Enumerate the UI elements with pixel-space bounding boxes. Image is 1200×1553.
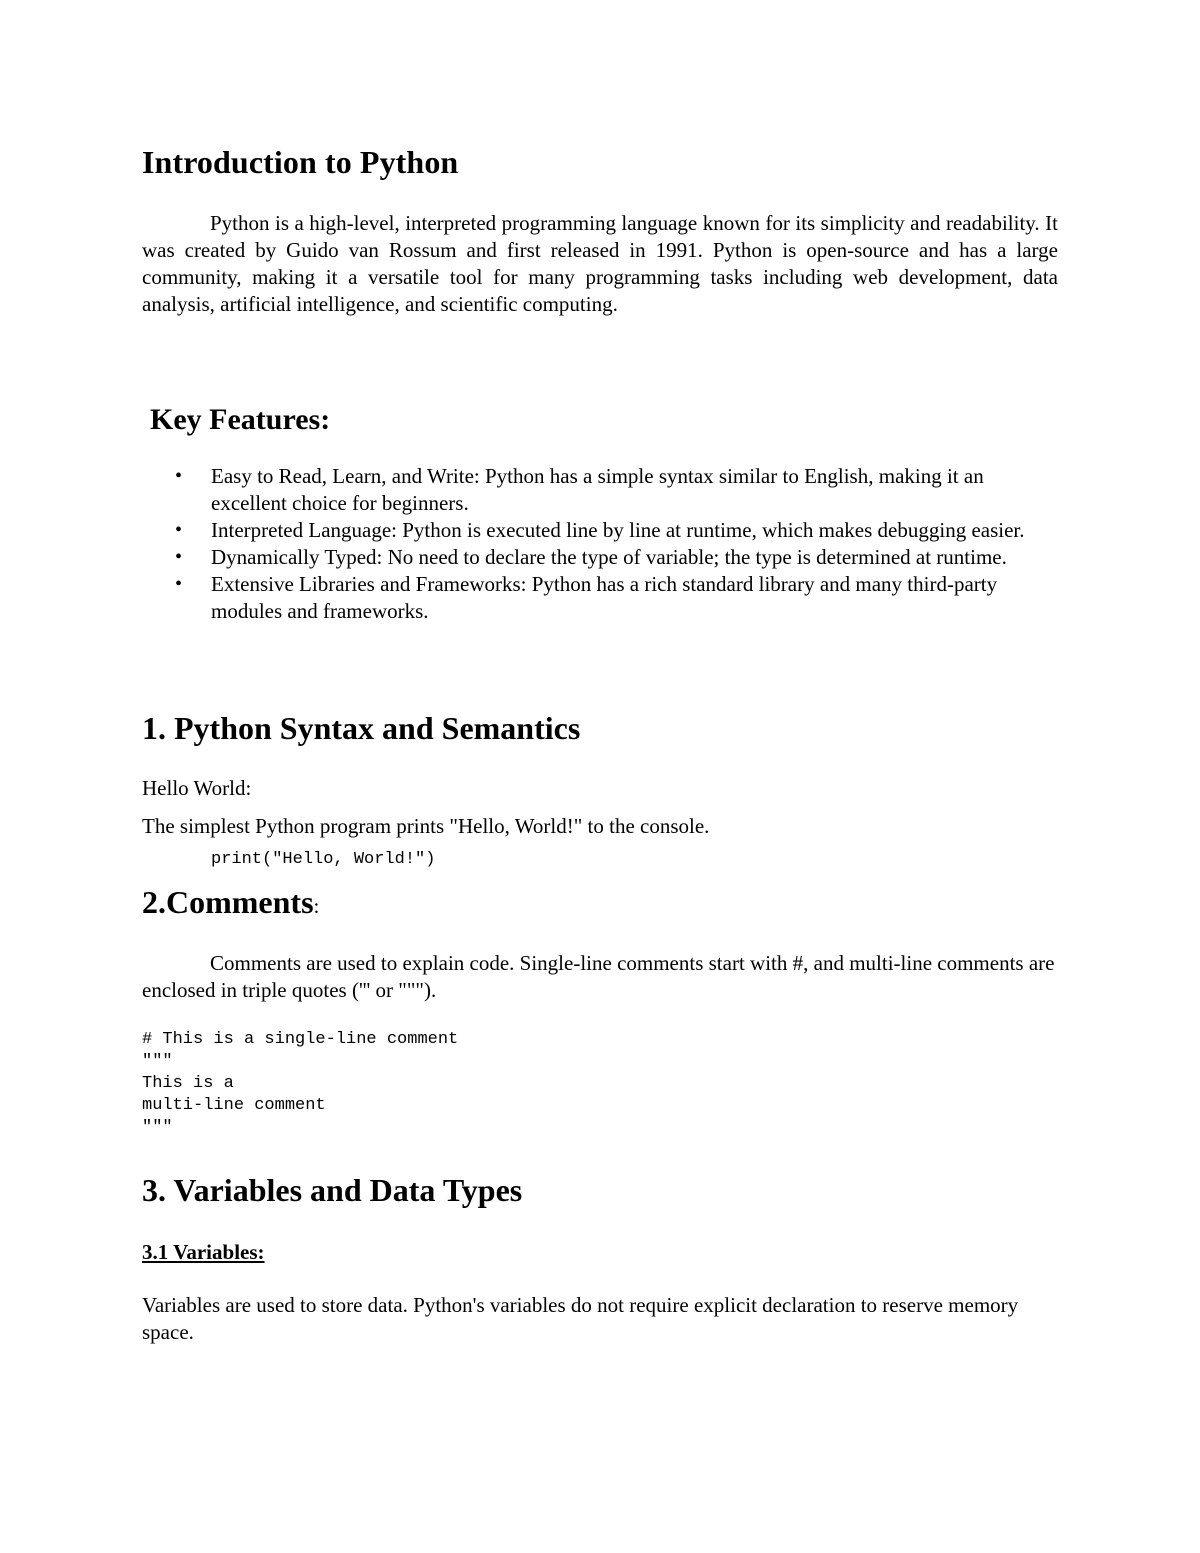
list-item: [142, 544, 1058, 571]
list-item-text: Interpreted Language: Python is executed line by line at runtime, which makes debugging easier.: [211, 518, 1025, 542]
bullet-icon: •: [175, 519, 183, 541]
hello-world-code: print("Hello, World!"): [211, 850, 436, 869]
section-2-heading-text: 2.Comments: [142, 884, 314, 920]
section-3-text: Variables are used to store data. Python's variables do not require explicit declaration to reserve memory space.: [142, 1293, 1019, 1344]
section-1-heading: 1. Python Syntax and Semantics: [142, 710, 581, 746]
list-item: [142, 571, 1058, 625]
key-features-list: [142, 463, 1058, 625]
section-1-text: The simplest Python program prints "Hello, World!" to the console.: [142, 814, 710, 838]
list-item-text: Extensive Libraries and Frameworks: Python has a rich standard library and many third-party modules and frameworks.: [211, 572, 998, 623]
section-2-heading: [142, 880, 319, 928]
bullet-icon: •: [175, 573, 183, 595]
bullet-icon: •: [175, 546, 183, 568]
list-item: [142, 517, 1058, 544]
list-item-text: Dynamically Typed: No need to declare the type of variable; the type is determined at runtime.: [211, 545, 1007, 569]
list-item-text: Easy to Read, Learn, and Write: Python has a simple syntax similar to English, making it an excellent choice for beginners.: [211, 464, 984, 515]
list-item: [142, 463, 1058, 517]
comments-code: # This is a single-line comment """ This is a multi-line comment """: [142, 1030, 459, 1137]
hello-world-label: Hello World:: [142, 776, 252, 800]
page-title: Introduction to Python: [142, 144, 459, 180]
section-2-heading-suffix: :: [313, 894, 320, 918]
bullet-icon: •: [175, 465, 183, 487]
section-3-heading: 3. Variables and Data Types: [142, 1172, 523, 1208]
section-2-text: Comments are used to explain code. Single-line comments start with #, and multi-line comments are enclosed in triple quotes (''' or """).: [142, 951, 1055, 1002]
intro-paragraph: Python is a high-level, interpreted programming language known for its simplicity and readability. It was created by Guido van Rossum and first released in 1991. Python is open-source and has a large community, making it a versatile tool for many programming tasks including web development, data analysis, artificial intelligence, and scientific computing.: [142, 211, 1058, 316]
section-3-1-heading: 3.1 Variables:: [142, 1240, 265, 1264]
key-features-heading: Key Features:: [150, 403, 331, 436]
